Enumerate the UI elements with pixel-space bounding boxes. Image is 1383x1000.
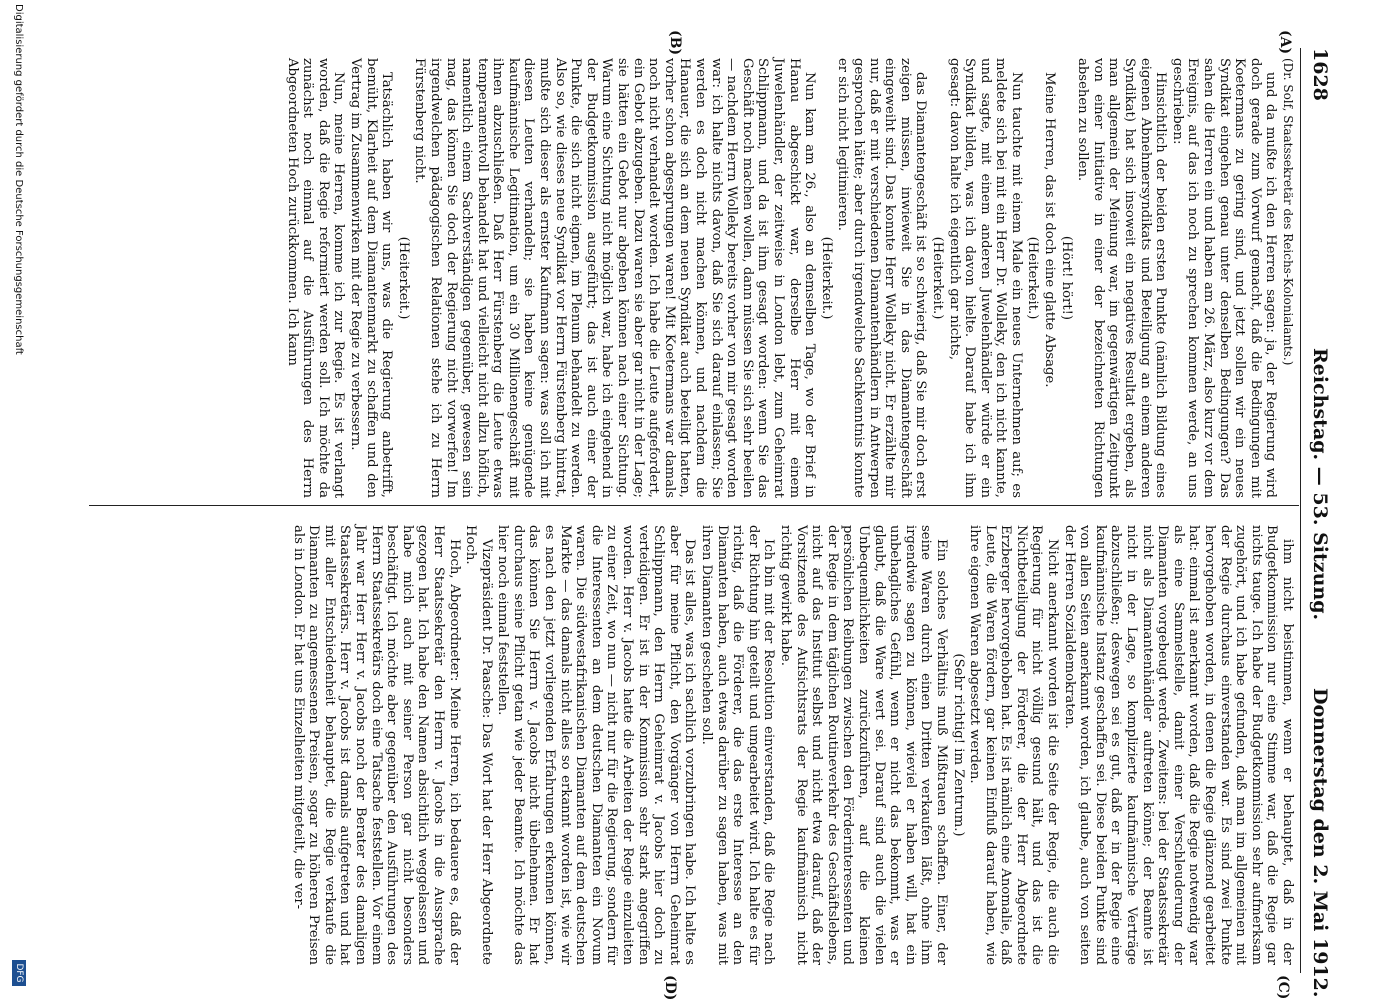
paragraph: Das ist alles, was ich sachlich vorzubringen habe. Ich halte es aber für meine Pflicht, den Vorgänger von Herrn Geheimrat Schlippmann, den Herrn Geheimrat v. Jacobs hier doch zu verteidigen. Er ist in der Kommission sehr stark angegriffen worden. Herr v. Jacobs hatte die Arbeiten der Regie einzuleiten zu einer Zeit, wo nun — nicht nur für die Regierung, sondern für die Interessenten an dem deutschen Diamanten ein Novum waren. Die südwestafrikanischen Diamanten auf dem deutschen Markte — das damals nicht alles so erkannt worden ist, wie wir es nach den jetzt vorliegenden Erfahrungen erkennen können, das können Sie Herrn v. Jacobs nicht übelnehmen. Er hat durchaus seine Pflicht getan wie jeder Beamte. Ich möchte das hier noch einmal feststellen.: [495, 525, 698, 965]
page-header: [1301, 48, 1331, 998]
digitization-credit: [0, 0, 28, 1000]
margin-marker-b: (B): [667, 30, 683, 56]
interjection: (Sehr richtig! im Zentrum.): [950, 653, 966, 837]
interjection: (Heiterkeit.): [1025, 236, 1041, 320]
margin-marker-d: (D): [662, 975, 678, 1000]
interjection: (Heiterkeit.): [929, 236, 945, 320]
margin-marker-a: (A): [1277, 30, 1293, 55]
right-column: [289, 525, 1295, 965]
paragraph: Nun tauchte mit einem Male ein neues Unternehmen auf; es meldete sich bei mit ein Herr Dr. Wolleky, den ich nicht kannte, und sagte, mit einem anderen Juwelenhändler würde er ein Syndikat bilden, was ich davon hielte. Darauf habe ich ihm gesagt: davon halte ich eigentlich gar nichts,: [946, 58, 1024, 498]
paragraph: das Diamantengeschäft ist so schwierig, daß Sie mir doch erst zeigen müssen, inwieweit Sie in das Diamantengeschäft eingeweiht sind. Das konnte Herr Wolleky nicht. Er erzählte mir nur, daß er mit verschiedenen Diamantenhändlern in Antwerpen gesprochen hätte; aber durch irgendwelche Sachkenntnis konnte er sich nicht legitimieren.: [835, 58, 929, 498]
paragraph: Meine Herren, das ist doch eine glatte Absage.: [1042, 72, 1058, 388]
paragraph: Nicht anerkannt worden ist die Seite der Regie, die auch die Regierung für nicht völlig gesund hält, und das ist die Nichtbeteiligung der Förderer, die der Herr Abgeordnete Erzberger hervorgehoben hat. Es ist nämlich eine Anomalie, daß Leute, die Waren fördern, gar keinen Einfluß darauf haben, wie ihre eigenen Waren abgesetzt werden.: [967, 525, 1061, 965]
session-date: Donnerstag den 2. Mai 1912.: [1309, 688, 1331, 998]
column-divider: [89, 505, 1299, 506]
interjection: (Heiterkeit.): [818, 236, 834, 320]
margin-marker-c: (C): [1275, 975, 1291, 1000]
interjection: (Hört! hört!): [1058, 235, 1074, 321]
page-number: 1628: [1309, 48, 1331, 101]
paragraph: Ein solches Verhältnis muß Mißtrauen schaffen. Einer, der seine Waren durch einen Dritten verkaufen läßt, ohne ihm irgendwie sagen zu können, wieviel er haben will, hat ein unbehagliches Gefühl, wenn er nicht das bekommt, was er glaubt, daß die Ware wert sei. Darauf sind auch die vielen Unbequemlichkeiten zurückzuführen, auf die kleinen persönlichen Reibungen zwischen den Förderinteressenten und der Regie in dem täglichen Routineverkehr des Geschäftslebens, nicht auf das Institut selbst und nicht etwa darauf, daß der Vorsitzende des Aufsichtsrats der Regie kaufmännisch nicht richtig gewirkt habe.: [778, 525, 949, 965]
header-rule: [1300, 48, 1301, 973]
speaker-line: (Dr. Solf, Staatssekretär des Reichs-Kolonialamts.): [1281, 58, 1295, 366]
left-column: [283, 58, 1295, 498]
paragraph: Hoch, Abgeordneter: Meine Herren, ich bedauere es, daß der Herr Staatssekretär den Herrn v. Jacobs in die Aussprache gezogen hat. Ich habe den Namen absichtlich weggelassen und habe mich auch mit seiner Person gar nicht besonders beschäftigt. Ich möchte aber gegenüber den Ausführungen des Herrn Staatssekretärs doch eine Tatsache feststellen. Vor einem Jahr war Herr Herr v. Jacobs noch der Berater des damaligen Staatssekretärs. Herr v. Jacobs ist damals aufgetreten und hat mit aller Entschiedenheit behauptet, die Regie verkaufe die Diamanten zu angemessenen Preisen, sogar zu höheren Preisen als in London. Er hat uns Einzelheiten mitgeteilt, die ver-: [290, 525, 462, 965]
paragraph: Nun, meine Herren, komme ich zur Regie. Es ist verlangt worden, daß die Regie reformiert werden soll. Ich möchte da zunächst noch einmal auf die Ausführungen des Herrn Abgeordneten Hoch zurückkommen. Ich kann: [284, 58, 347, 498]
interjection: (Heiterkeit.): [395, 236, 411, 320]
paragraph: Tatsächlich haben wir uns, was die Regierung anbetrifft, bemüht, Klarheit auf dem Diamantenmarkt zu schaffen und den Vertrag im Zusammenwirken mit der Regie zu verbessern.: [347, 58, 395, 498]
paragraph: Ich bin mit der Resolution einverstanden, daß die Regie nach der Richtung hin geteilt und umgearbeitet wird. Ich halte es für richtig, daß die Förderer, die das erste Interesse an den Diamanten haben, auch etwas darüber zu sagen haben, was mit ihren Diamanten geschehen soll.: [699, 525, 777, 965]
credit-text: Digitalisierung gefördert durch die Deutsche Forschungsgemeinschaft: [13, 4, 24, 355]
paragraph: Vizepräsident Dr. Paasche: Das Wort hat der Herr Abgeordnete Hoch.: [463, 525, 494, 965]
running-title: Reichstag. — 53. Sitzung.: [1309, 348, 1331, 621]
paragraph: Nun kam am 26., also an demselben Tage, wo der Brief in Hanau abgeschickt war, derselbe Herr mit einem Juwelenhändler, der zeitweise in London lebt, zum Geheimrat Schlippmann, und da ist ihm gesagt worden: wenn Sie das Geschäft noch machen wollen, dann müssen Sie sich sehr beeilen — nachdem Herrn Wolleky bereits vorher von mir gesagt worden war: ich halte nichts davon, daß Sie sich darauf einlassen; Sie werden es doch nicht machen können, und nachdem die Hanauer, die sich an dem neuen Syndikat auch beteiligt hatten, vorher schon abgesprungen waren! Mit Koetermans war damals noch nicht verhandelt worden. Ich habe die Leute aufgefordert, ein Gebot abzugeben. Dazu waren sie aber gar nicht in der Lage; sie hätten ein Gebot nur abgeben können nach einer Sichtung. Warum eine Sichtung nicht möglich war, habe ich eingehend in der Budgetkommission ausgeführt; das ist auch einer der Punkte, die sich nicht eignen, im Plenum behandelt zu werden. Also so, wie dieses neue Syndikat vor Herrn Fürstenberg hintrat, mußte sich dieser als ernster Kaufmann sagen: was soll ich mit diesen Leuten verhandeln; sie haben keine genügende kaufmännische Legitimation, um ein 30 Millionengeschäft mit ihnen abzuschließen. Daß Herr Fürstenberg die Leute etwas temperamentvoll behandelt hat und vielleicht nicht allzu höflich, namentlich einem Sachverständigen gegenüber, gewesen sein mag, das können Sie doch der Regierung nicht vorwerfen! Im irgendwelchen pädagogischen Relationen stehe ich zu Herrn Fürstenberg nicht.: [412, 58, 818, 498]
paragraph: ihm nicht beistimmen, wenn er behauptet, daß in der Budgetkommission nur eine Stimme war, daß die Regie gar nichts tauge. Ich habe der Budgetkommission sehr aufmerksam zugehört, und ich habe gefunden, daß man im allgemeinen mit der Regie durchaus einverstanden war. Es sind zwei Punkte hervorgehoben worden, in denen die Regie glänzend gearbeitet hat: einmal ist anerkannt worden, daß die Regie notwendig war als eine Sammelstelle, damit einer Verschleuderung der Diamanten vorgebeugt werde. Zweitens: bei der Staatssekretär nicht als Diamantenhändler auftreten könne; der Beamte ist nicht in der Lage, so komplizierte kaufmännische Verträge abzuschließen; deswegen sei es gut, daß er in der Regie eine kaufmännische Instanz geschaffen sei. Diese beiden Punkte sind von allen Seiten anerkannt worden, ich glaube, auch von seiten der Herren Sozialdemokraten.: [1061, 525, 1295, 965]
paragraph: Hinsichtlich der beiden ersten Punkte (nämlich Bildung eines eigenen Abnehmersyndikats und Beteiligung an einem anderen Syndikat) hat sich insoweit ein negatives Resultat ergeben, als man allgemein der Meinung war, im gegenwärtigen Zeitpunkt von einer Initiative in einer der bezeichneten Richtungen absehen zu sollen.: [1075, 58, 1169, 498]
dfg-logo: DFG: [12, 960, 26, 986]
paragraph: und da mußte ich den Herren sagen: ja, der Regierung wird doch gerade zum Vorwurf gemacht, daß die Bedingungen mit Koetermans zu gering sind, und jetzt sollen wir ein neues Syndikat eingehen genau unter denselben Bedingungen? Das sahen die Herren ein und haben am 26. März, also kurz vor dem Ereignis, auf das ich noch zu sprechen kommen werde, an uns geschrieben:: [1169, 58, 1279, 498]
